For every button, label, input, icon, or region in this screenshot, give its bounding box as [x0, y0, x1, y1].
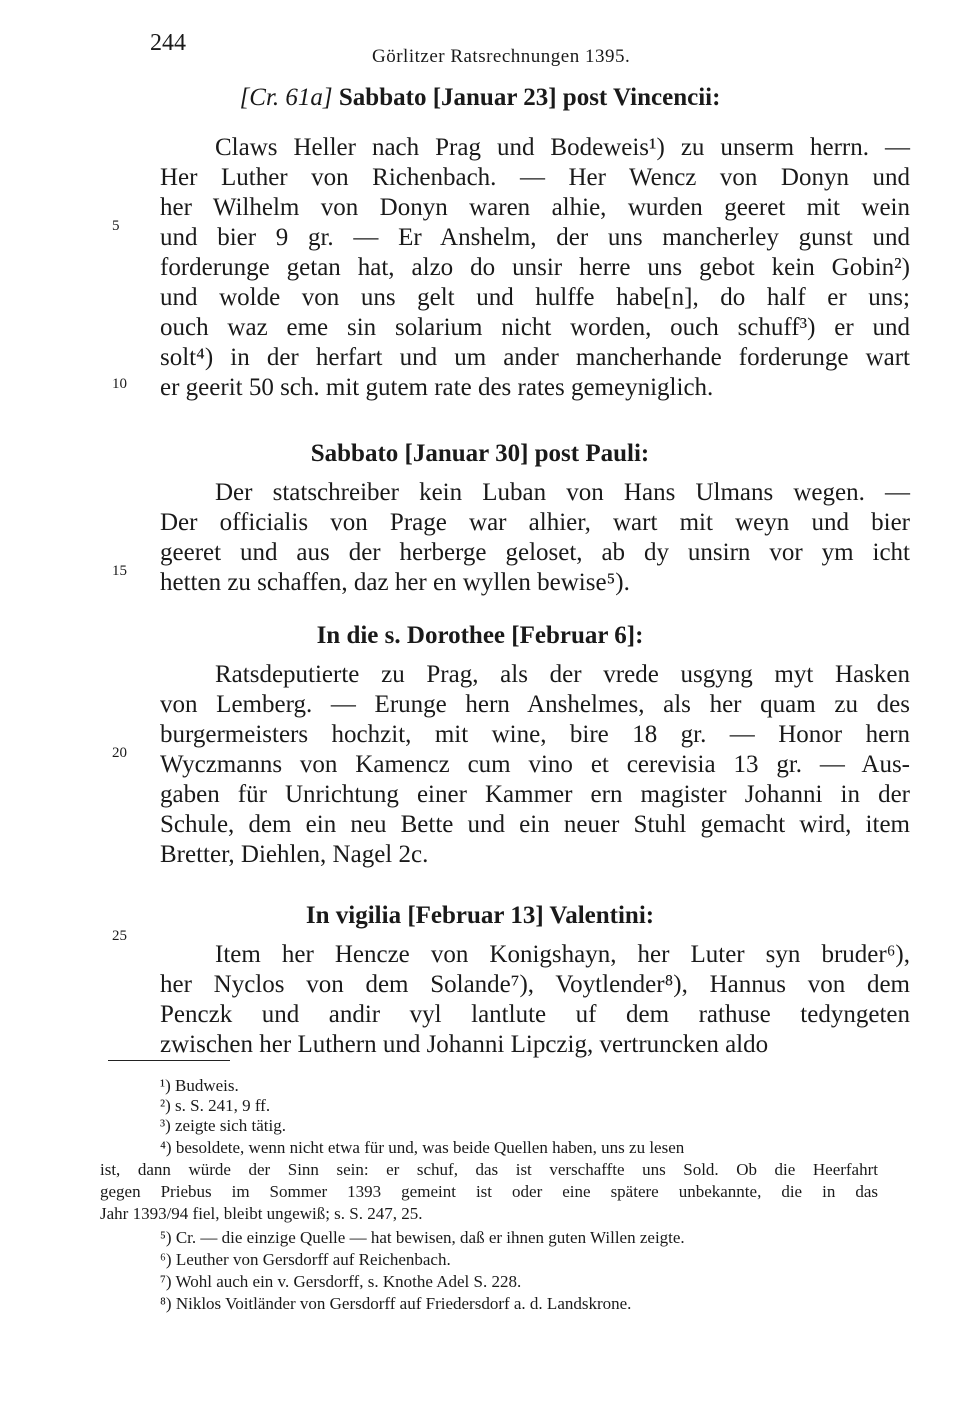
text-line: burgermeisters hochzit, mit wine, bire 18 gr. — Honor hern — [160, 721, 910, 748]
entry-heading: Sabbato [Januar 30] post Pauli: — [310, 440, 650, 467]
text-line: solt⁴) in der herfart und um ander mancherhande forderunge wart — [160, 344, 910, 371]
page-number: 244 — [150, 30, 186, 56]
line-number: 15 — [112, 563, 127, 579]
text-line: Bretter, Diehlen, Nagel 2c. — [160, 841, 429, 868]
text-line: er geerit 50 sch. mit gutem rate des rates gemeyniglich. — [160, 374, 714, 401]
entry-heading: In die s. Dorothee [Februar 6]: — [316, 622, 644, 649]
text-line: geeret und aus der herberge geloset, ab dy unsirn vor ym icht — [160, 539, 910, 566]
footnote: ³) zeigte sich tätig. — [160, 1116, 286, 1135]
line-number: 5 — [112, 218, 120, 234]
text-line: Her Luther von Richenbach. — Her Wencz von Donyn und — [160, 164, 910, 191]
manuscript-reference: [Cr. 61a] — [239, 84, 333, 111]
text-line: her Wilhelm von Donyn waren alhie, wurden geeret mit wein — [160, 194, 910, 221]
footnote: ⁵) Cr. — die einzige Quelle — hat bewisen, daß er ihnen guten Willen zeigte. — [160, 1228, 685, 1247]
text-line: Claws Heller nach Prag und Bodeweis¹) zu unserm herrn. — — [215, 134, 910, 161]
text-line: und wolde von uns gelt und hulffe habe[n], do half er uns; — [160, 284, 910, 311]
footnote: ⁷) Wohl auch ein v. Gersdorff, s. Knothe Adel S. 228. — [160, 1272, 522, 1291]
text-line: ouch waz eme sin solarium nicht worden, ouch schuff³) er und — [160, 314, 910, 341]
footnote-continuation: gegen Priebus im Sommer 1393 gemeint ist oder eine spätere unbekannte, die in das — [100, 1182, 878, 1201]
footnote: ⁶) Leuther von Gersdorff auf Reichenbach. — [160, 1250, 451, 1269]
text-line: Der statschreiber kein Luban von Hans Ulmans wegen. — — [215, 479, 910, 506]
text-line: Item her Hencze von Konigshayn, her Luter syn bruder⁶), — [215, 941, 910, 968]
footnote-rule — [108, 1060, 230, 1061]
text-line: und bier 9 gr. — Er Anshelm, der uns mancherley gunst und — [160, 224, 910, 251]
footnote-continuation: ist, dann würde der Sinn sein: er schuf, das ist verschaffte uns Sold. Ob die Heerfahrt — [100, 1160, 878, 1179]
text-line: gaben für Unrichtung einer Kammer ern magister Johanni in der — [160, 781, 910, 808]
footnote-continuation: Jahr 1393/94 fiel, bleibt ungewiß; s. S. 247, 25. — [100, 1204, 423, 1223]
text-line: forderunge getan hat, alzo do unsir herre uns gebot kein Gobin²) — [160, 254, 910, 281]
text-line: her Nyclos von dem Solande⁷), Voytlender⁸), Hannus von dem — [160, 971, 910, 998]
text-line: von Lemberg. — Erunge hern Anshelmes, als her quam zu des — [160, 691, 910, 718]
entry-heading: In vigilia [Februar 13] Valentini: — [305, 902, 655, 929]
text-line: Ratsdeputierte zu Prag, als der vrede usgyng myt Hasken — [215, 661, 910, 688]
entry-heading — [0, 84, 960, 112]
text-line: zwischen her Luthern und Johanni Lipczig, vertruncken aldo — [160, 1031, 769, 1058]
footnote: ¹) Budweis. — [160, 1076, 239, 1095]
line-number: 10 — [112, 376, 127, 392]
line-number: 20 — [112, 745, 127, 761]
heading-text: Sabbato [Januar 23] post Vincencii: — [338, 84, 721, 111]
line-number: 25 — [112, 928, 127, 944]
footnote: ⁴) besoldete, wenn nicht etwa für und, was beide Quellen haben, uns zu lesen — [160, 1138, 685, 1157]
footnote: ⁸) Niklos Voitländer von Gersdorff auf Friedersdorf a. d. Landskrone. — [160, 1294, 632, 1313]
footnote: ²) s. S. 241, 9 ff. — [160, 1096, 271, 1115]
text-line: Der officialis von Prage war alhier, wart mit weyn und bier — [160, 509, 910, 536]
text-line: Schule, dem ein neu Bette und ein neuer Stuhl gemacht wird, item — [160, 811, 910, 838]
text-line: Wyczmanns von Kamencz cum vino et cerevisia 13 gr. — Aus- — [160, 751, 910, 778]
text-line: Penczk und andir vyl lantlute uf dem rathuse tedyngeten — [160, 1001, 910, 1028]
running-head: Görlitzer Ratsrechnungen 1395. — [372, 46, 631, 67]
text-line: hetten zu schaffen, daz her en wyllen bewise⁵). — [160, 569, 630, 596]
